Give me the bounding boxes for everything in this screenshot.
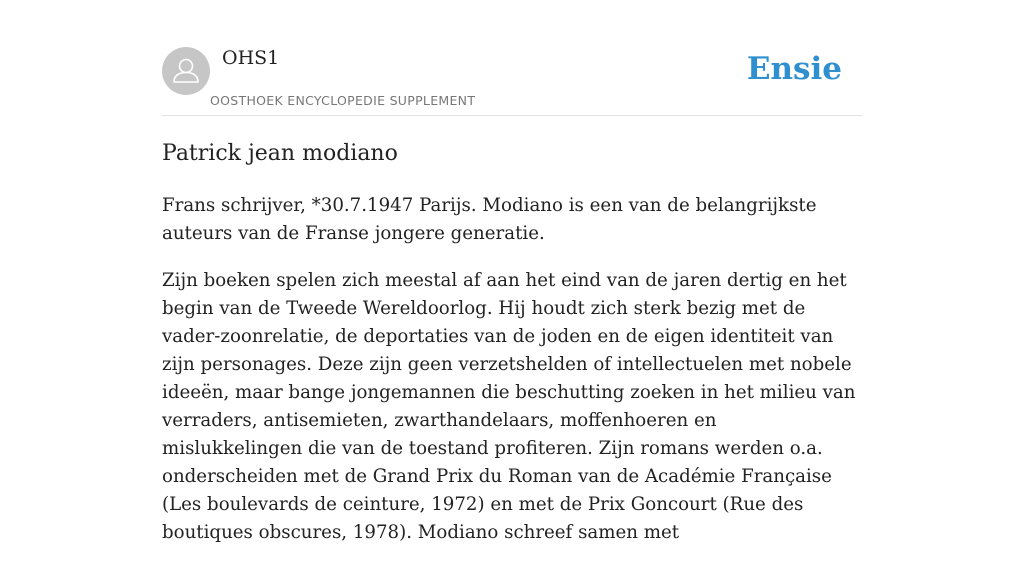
author-name[interactable]: OHS1 (222, 47, 280, 69)
article-body (162, 192, 862, 566)
paragraph: Zijn boeken spelen zich meestal af aan het eind van de jaren dertig en het begin van de Tweede Wereldoorlog. Hij houdt zich sterk bezig met de vader-zoonrelatie, de deportaties van de joden en de eigen identiteit van zijn personages. Deze zijn geen verzetshelden of intellectuelen met nobele ideeën, maar bange jongemannen die beschutting zoeken in het milieu van verraders, antisemieten, zwarthandelaars, moffenhoeren en mislukkelingen die van de toestand profiteren. Zijn romans werden o.a. onderscheiden met de Grand Prix du Roman van de Académie Française (Les boulevards de ceinture, 1972) en met de Prix Goncourt (Rue des boutiques obscures, 1978). Modiano schreef samen met (162, 270, 856, 543)
article-header (162, 0, 862, 116)
avatar[interactable] (162, 47, 210, 95)
paragraph: Frans schrijver, *30.7.1947 Parijs. Modiano is een van de belangrijkste auteurs van de Franse jongere generatie. (162, 195, 817, 244)
brand-logo[interactable]: Ensie (746, 51, 842, 87)
article-title: Patrick jean modiano (162, 141, 398, 166)
user-placeholder-icon (162, 47, 210, 95)
source-label[interactable]: OOSTHOEK ENCYCLOPEDIE SUPPLEMENT (210, 93, 476, 108)
